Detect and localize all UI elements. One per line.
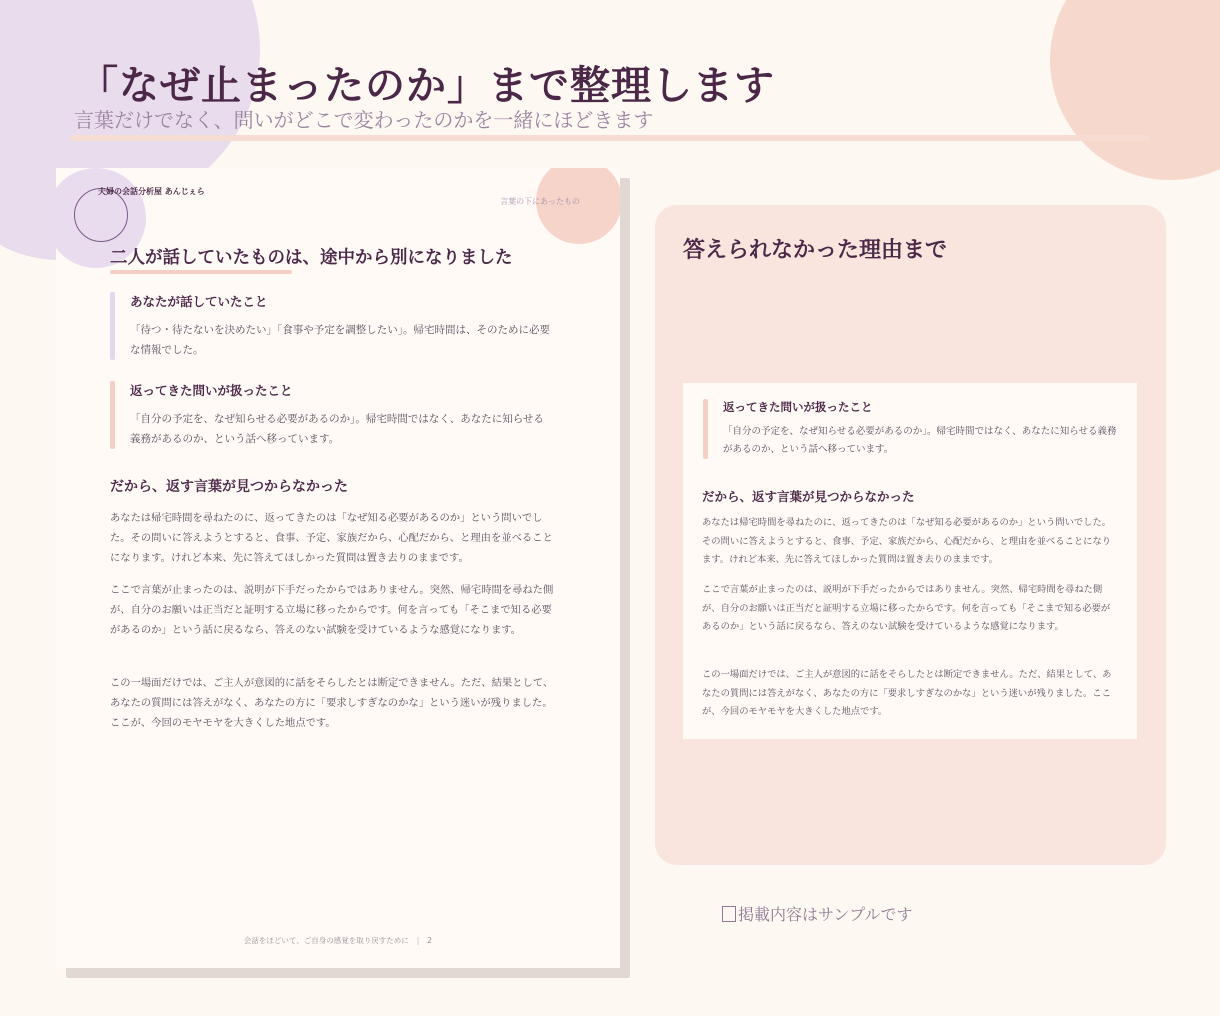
section-title: だから、返す言葉が見つからなかった — [110, 479, 348, 495]
card-paragraph: あなたは帰宅時間を尋ねたのに、返ってきたのは「なぜ知る必要があるのか」という問いでした。その問いに答えようとすると、食事、予定、家族だから、心配だから、と理由を並べることになります。けれど本来、先に答えてほしかった質問は置き去りのままです。 — [702, 517, 1112, 565]
footer-separator: | — [416, 936, 420, 945]
hero-title: 「なぜ止まったのか」まで整理します — [78, 63, 775, 109]
card-paragraph: ここで言葉が止まったのは、説明が下手だったからではありません。突然、帰宅時間を尋ねた側が、自分のお願いは正当だと証明する立場に移ったからです。何を言っても「そこまで知る必要があるのか」という話に戻るなら、答えのない試験を受けているような感覚になります。 — [702, 584, 1111, 632]
page-section-tag: 言葉の下にあったもの — [500, 197, 580, 206]
card-block-returned-question — [703, 399, 1123, 459]
footer-text: 会話をほどいて、ご自身の感覚を取り戻すために — [243, 936, 409, 945]
page-heading: 二人が話していたものは、途中から別になりました — [110, 248, 513, 268]
page-brand: 夫婦の会話分析屋 あんじぇら — [98, 187, 205, 196]
missing-glyph-icon — [722, 906, 736, 922]
block-text: 「自分の予定を、なぜ知らせる必要があるのか」。帰宅時間ではなく、あなたに知らせる義務があるのか、という話へ移っています。 — [130, 413, 544, 445]
card-title: 答えられなかった理由まで — [683, 238, 948, 263]
block-text: 「自分の予定を、なぜ知らせる必要があるのか」。帰宅時間ではなく、あなたに知らせる義務があるのか、という話へ移っています。 — [723, 426, 1117, 455]
page-heading-underline — [110, 270, 292, 274]
block-text: 「待つ・待たないを決めたい」「食事や予定を調整したい」。帰宅時間は、そのために必要な情報でした。 — [130, 324, 550, 356]
block-returned-question — [110, 381, 550, 449]
pink-circle-decoration — [1050, 0, 1220, 180]
page-number: 2 — [427, 936, 433, 945]
block-title: あなたが話していたこと — [130, 294, 268, 309]
hero-divider — [70, 135, 1150, 141]
body-paragraph: この一場面だけでは、ご主人が意図的に話をそらしたとは断定できません。ただ、結果として、あなたの質問には答えがなく、あなたの方に「要求しすぎなのかな」という迷いが残りました。ここが、今回のモヤモヤを大きくした地点です。 — [110, 677, 554, 729]
card-paragraph: この一場面だけでは、ご主人が意図的に話をそらしたとは断定できません。ただ、結果として、あなたの質問には答えがなく、あなたの方に「要求しすぎなのかな」という迷いが残りました。ここが、今回のモヤモヤを大きくした地点です。 — [702, 669, 1112, 717]
hero-subtitle: 言葉だけでなく、問いがどこで変わったのかを一緒にほどきます — [74, 108, 654, 132]
block-accent-bar — [110, 381, 115, 449]
block-accent-bar — [703, 399, 708, 459]
zoom-card — [655, 205, 1166, 865]
block-title: 返ってきた問いが扱ったこと — [130, 383, 293, 398]
block-you-talked — [110, 292, 550, 360]
block-accent-bar — [110, 292, 115, 360]
card-excerpt — [683, 383, 1137, 739]
block-title: 返ってきた問いが扱ったこと — [723, 400, 873, 414]
body-paragraph: あなたは帰宅時間を尋ねたのに、返ってきたのは「なぜ知る必要があるのか」という問いでした。その問いに答えようとすると、食事、予定、家族だから、心配だから、と理由を並べることになります。けれど本来、先に答えてほしかった質問は置き去りのままです。 — [110, 512, 553, 564]
body-paragraph: ここで言葉が止まったのは、説明が下手だったからではありません。突然、帰宅時間を尋ねた側が、自分のお願いは正当だと証明する立場に移ったからです。何を言っても「そこまで知る必要があるのか」という話に戻るなら、答えのない試験を受けているような感覚になります。 — [110, 584, 554, 636]
page-footer — [56, 935, 620, 946]
sample-note — [722, 902, 913, 925]
card-section-title: だから、返す言葉が見つからなかった — [702, 489, 915, 504]
document-page — [56, 168, 620, 968]
sample-note-text: 掲載内容はサンプルです — [738, 905, 913, 924]
